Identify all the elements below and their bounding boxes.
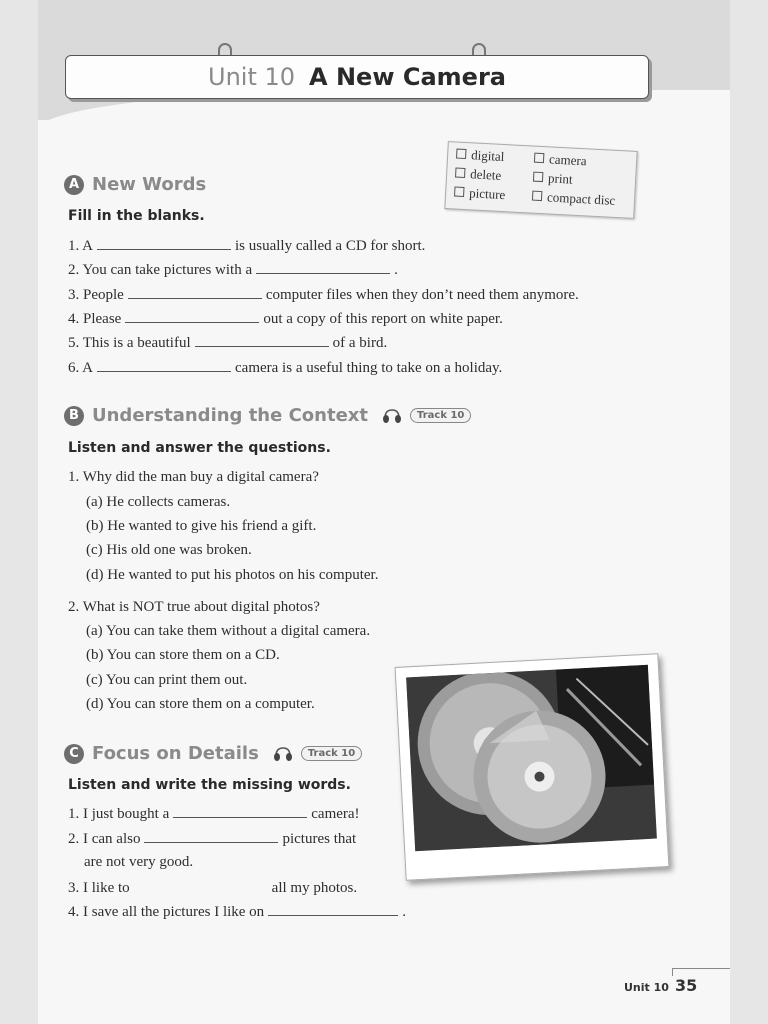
answer-blank[interactable] <box>97 237 231 250</box>
answer-blank[interactable] <box>125 310 259 323</box>
track-label[interactable]: Track 10 <box>301 746 362 761</box>
section-a-heading <box>64 174 206 195</box>
headphones-icon <box>273 746 293 762</box>
section-b-heading <box>64 405 471 426</box>
word-bank-item: print <box>533 170 573 188</box>
answer-option[interactable]: (a) You can take them without a digital camera. <box>86 623 371 639</box>
word-bank-item: compact disc <box>532 189 616 209</box>
answer-blank[interactable] <box>268 903 398 916</box>
answer-option[interactable]: (b) He wanted to give his friend a gift. <box>86 518 317 534</box>
answer-option[interactable]: (a) He collects cameras. <box>86 494 231 510</box>
answer-option[interactable]: (c) You can print them out. <box>86 672 248 688</box>
fill-blank-item: 5. This is a beautiful of a bird. <box>68 335 388 351</box>
word-bank-item: camera <box>534 151 587 170</box>
fill-blank-item: 2. You can take pictures with a . <box>68 262 398 278</box>
answer-option[interactable]: (b) You can store them on a CD. <box>86 647 280 663</box>
fill-blank-item: 3. I like to all my photos. <box>68 880 358 896</box>
word-bank-item: picture <box>454 184 506 203</box>
answer-blank[interactable] <box>97 359 231 372</box>
section-c-badge: C <box>64 744 84 764</box>
track-label[interactable]: Track 10 <box>410 408 471 423</box>
section-a-badge: A <box>64 175 84 195</box>
word-bank-item: delete <box>455 166 502 184</box>
page-footer <box>624 976 697 995</box>
unit-title-box <box>65 55 649 99</box>
fill-blank-item: 1. A is usually called a CD for short. <box>68 238 426 254</box>
page-number: 35 <box>674 976 698 995</box>
answer-option[interactable]: (d) You can store them on a computer. <box>86 696 315 712</box>
fill-blank-item: 2. I can also pictures that <box>68 831 357 847</box>
section-c-title: Focus on Details <box>92 743 259 764</box>
unit-label: Unit 10 <box>208 63 296 91</box>
word-bank <box>444 141 637 219</box>
cd-photo <box>395 653 670 881</box>
section-b-title: Understanding the Context <box>92 405 369 426</box>
fill-blank-item: 6. A camera is a useful thing to take on a holiday. <box>68 360 503 376</box>
footer-rule <box>672 968 730 969</box>
answer-blank[interactable] <box>128 286 262 299</box>
section-b-badge: B <box>64 406 84 426</box>
question: 1. Why did the man buy a digital camera? <box>68 469 319 485</box>
section-b-instruction: Listen and answer the questions. <box>68 440 331 456</box>
section-a-instruction: Fill in the blanks. <box>68 208 205 224</box>
section-c-instruction: Listen and write the missing words. <box>68 777 351 793</box>
answer-blank[interactable] <box>256 261 390 274</box>
word-bank-item: digital <box>456 147 505 166</box>
section-a-title: New Words <box>92 174 207 195</box>
question: 2. What is NOT true about digital photos? <box>68 599 320 615</box>
footer-tick <box>672 968 673 976</box>
fill-blank-item: 1. I just bought a camera! <box>68 806 360 822</box>
headphones-icon <box>382 408 402 424</box>
footer-unit: Unit 10 <box>624 981 669 994</box>
answer-blank[interactable] <box>173 805 307 818</box>
cd-photo-image <box>406 665 657 851</box>
unit-title: A New Camera <box>309 63 506 91</box>
fill-blank-item: 3. People computer files when they don’t need them anymore. <box>68 287 579 303</box>
fill-blank-item: 4. Please out a copy of this report on white paper. <box>68 311 503 327</box>
answer-blank[interactable] <box>195 334 329 347</box>
answer-option[interactable]: (d) He wanted to put his photos on his computer. <box>86 567 379 583</box>
answer-blank[interactable] <box>144 830 278 843</box>
section-c-heading <box>64 743 362 764</box>
answer-option[interactable]: (c) His old one was broken. <box>86 542 252 558</box>
fill-blank-item: 4. I save all the pictures I like on . <box>68 904 406 920</box>
compact-disc-icon <box>406 665 657 851</box>
answer-blank[interactable] <box>134 879 268 892</box>
fill-blank-item: are not very good. <box>84 854 194 870</box>
